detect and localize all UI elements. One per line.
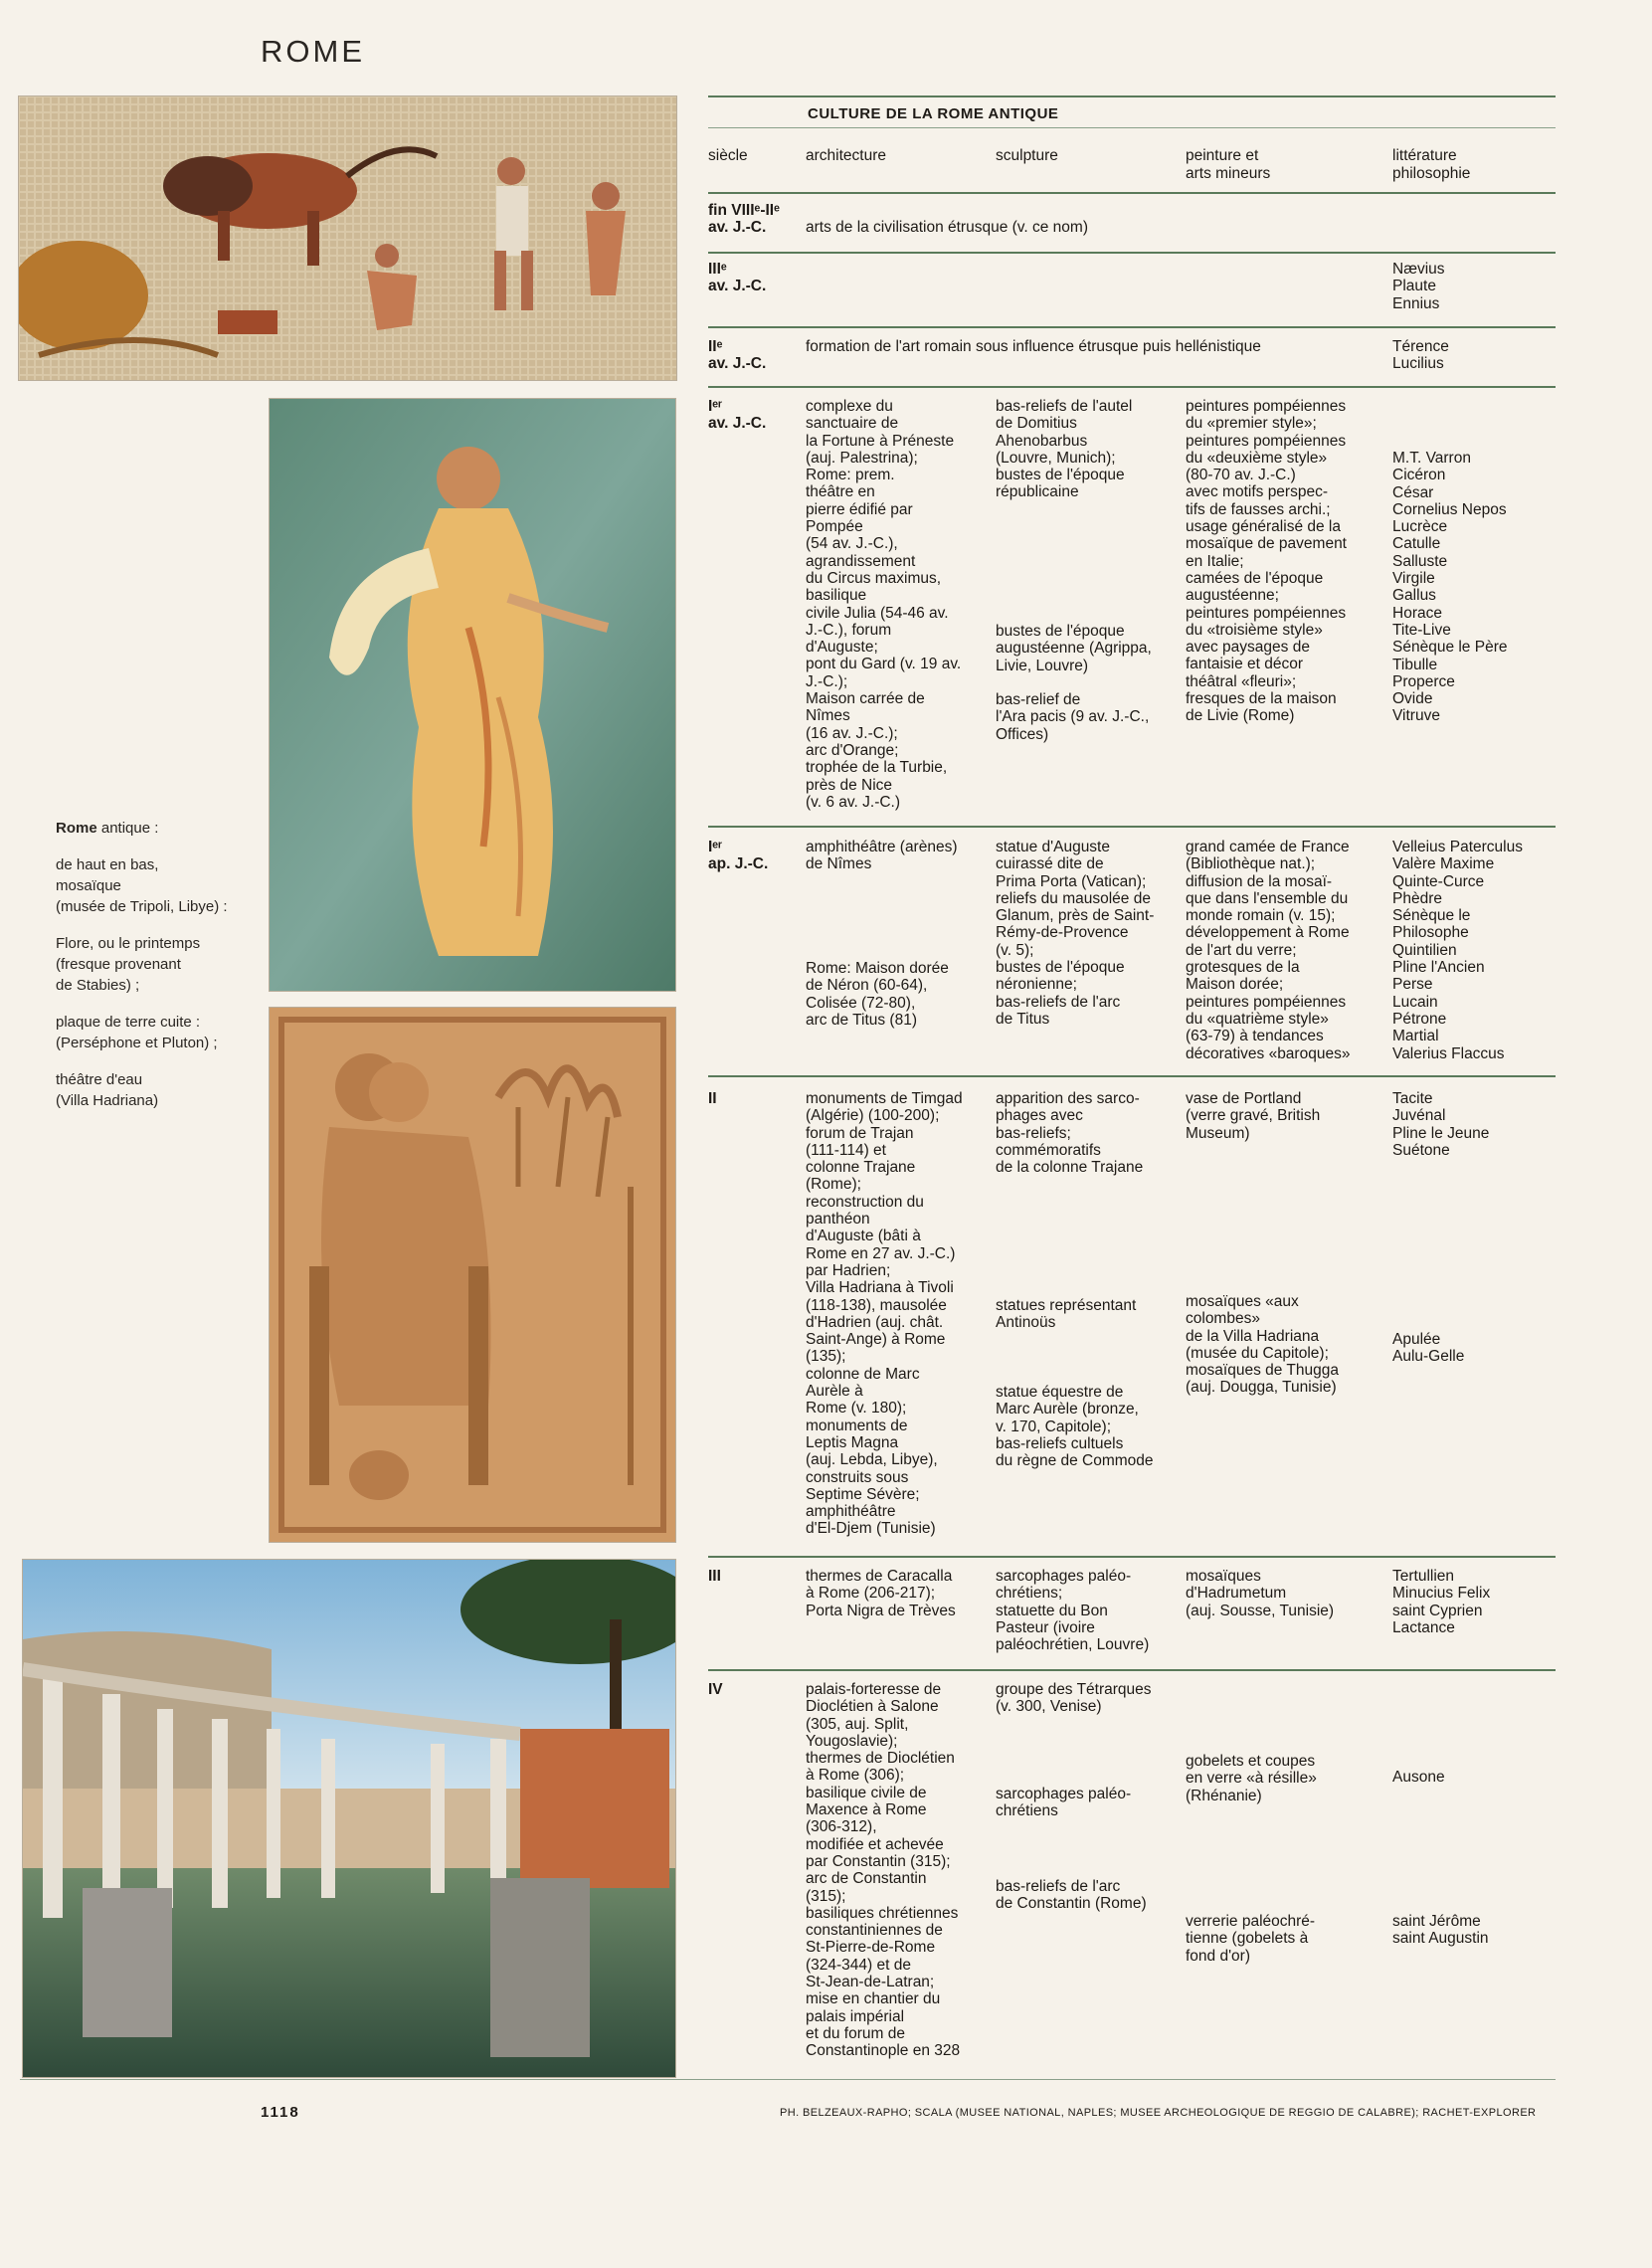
row-siecle: fin VIIIᵉ-IIᵉ av. J.-C. [708, 202, 780, 237]
row-litterature: Ausone [1392, 1769, 1445, 1786]
row-siecle: IV [708, 1681, 723, 1698]
row-sculpture: groupe des Tétrarques (v. 300, Venise) [996, 1681, 1152, 1716]
row-sculpture: statue équestre de Marc Aurèle (bronze, v. 170, Capitole); bas-reliefs cultuels du règne de Commode [996, 1384, 1154, 1470]
row-peinture: gobelets et coupes en verre «à résille» (Rhénanie) [1186, 1753, 1317, 1804]
row-litterature: Apulée Aulu-Gelle [1392, 1331, 1465, 1366]
row-litterature: Nævius Plaute Ennius [1392, 261, 1445, 312]
row-sculpture: bustes de l'époque augustéenne (Agrippa, Livie, Louvre) bas-relief de l'Ara pacis (9 av. J.-C., Offices) [996, 623, 1152, 743]
row-sculpture: bas-reliefs de l'arc de Constantin (Rome) [996, 1878, 1147, 1913]
row-peinture: grand camée de France (Bibliothèque nat.); diffusion de la mosaï- que dans l'ensemble du monde romain (v. 15); développement à Rome de l'art du verre; grotesques de la Maison dorée; peintures pompéiennes du «quatrième style» (63-79) à tendances décoratives «baroques» [1186, 839, 1351, 1062]
row-sculpture: sarcophages paléo- chrétiens; statuette du Bon Pasteur (ivoire paléochrétien, Louvre) [996, 1568, 1150, 1654]
col-header-litterature: littérature philosophie [1392, 147, 1471, 182]
row-architecture: amphithéâtre (arènes) de Nîmes [806, 839, 958, 873]
divider [708, 1669, 1556, 1671]
col-header-sculpture: sculpture [996, 147, 1058, 164]
row-architecture: monuments de Timgad (Algérie) (100-200); forum de Trajan (111-114) et colonne Trajane (Rome); reconstruction du panthéon d'Auguste (bâti à Rome en 27 av. J.-C.) par Hadrien; Villa Hadriana à Tivoli (118-138), mausolée d'Hadrien (auj. chât. Saint-Ange) à Rome (135); colonne de Marc Aurèle à Rome (v. 180); monuments de Leptis Magna (auj. Lebda, Libye), construits sous Septime Sévère; amphithéâtre d'El-Djem (Tunisie) [806, 1090, 963, 1538]
row-architecture: complexe du sanctuaire de la Fortune à Préneste (auj. Palestrina); Rome: prem. théâtre en pierre édifié par Pompée (54 av. J.-C.), agrandissement du Circus maximus, basilique civile Julia (54-46 av. J.-C.), forum d'Auguste; pont du Gard (v. 19 av. J.-C.); Maison carrée de Nîmes (16 av. J.-C.); arc d'Orange; trophée de la Turbie, près de Nice (v. 6 av. J.-C.) [806, 398, 962, 811]
caption-line: de haut en bas, [56, 856, 159, 873]
page-number: 1118 [261, 2104, 300, 2121]
caption-line: (musée de Tripoli, Libye) : [56, 898, 228, 915]
row-span-text: formation de l'art romain sous influence étrusque puis hellénistique [806, 338, 1261, 355]
divider [708, 1556, 1556, 1558]
image-caption [56, 818, 265, 1111]
col-header-architecture: architecture [806, 147, 886, 164]
divider [708, 826, 1556, 828]
caption-line: (fresque provenant [56, 956, 181, 973]
row-litterature: Tacite Juvénal Pline le Jeune Suétone [1392, 1090, 1490, 1159]
caption-line: théâtre d'eau [56, 1071, 143, 1088]
row-sculpture: bas-reliefs de l'autel de Domitius Ahenobarbus (Louvre, Munich); bustes de l'époque républicaine [996, 398, 1133, 501]
row-architecture: Rome: Maison dorée de Néron (60-64), Colisée (72-80), arc de Titus (81) [806, 960, 949, 1029]
row-litterature: Tertullien Minucius Felix saint Cyprien Lactance [1392, 1568, 1491, 1636]
caption-line: plaque de terre cuite : [56, 1014, 201, 1031]
row-architecture: thermes de Caracalla à Rome (206-217); Porta Nigra de Trèves [806, 1568, 956, 1619]
row-litterature: M.T. Varron Cicéron César Cornelius Nepos Lucrèce Catulle Salluste Virgile Gallus Horace Tite-Live Sénèque le Père Tibulle Properce Ovide Vitruve [1392, 450, 1508, 725]
caption-line: mosaïque [56, 877, 121, 894]
row-litterature: Térence Lucilius [1392, 338, 1449, 373]
col-header-siecle: siècle [708, 147, 748, 164]
footer-rule [20, 2079, 1556, 2080]
row-litterature: Velleius Paterculus Valère Maxime Quinte-Curce Phèdre Sénèque le Philosophe Quintilien Pline l'Ancien Perse Lucain Pétrone Martial Valerius Flaccus [1392, 839, 1523, 1062]
table-title: CULTURE DE LA ROME ANTIQUE [808, 105, 1059, 122]
row-peinture: peintures pompéiennes du «premier style»; peintures pompéiennes du «deuxième style» (80-70 av. J.-C.) avec motifs perspec- tifs de fausses archi.; usage généralisé de la mosaïque de pavement en Italie; camées de l'époque augustéenne; peintures pompéiennes du «troisième style» avec paysages de fantaisie et décor théâtral «fleuri»; fresques de la maison de Livie (Rome) [1186, 398, 1347, 725]
terracotta-relief-image [269, 1007, 676, 1543]
mosaic-image [18, 95, 677, 381]
flora-fresco-image [269, 398, 676, 992]
caption-line: (Perséphone et Pluton) ; [56, 1035, 218, 1051]
page-title: ROME [261, 34, 365, 69]
row-span-text: arts de la civilisation étrusque (v. ce nom) [806, 219, 1088, 236]
row-architecture: palais-forteresse de Dioclétien à Salone (305, auj. Split, Yougoslavie); thermes de Dioclétien à Rome (306); basilique civile de Maxence à Rome (306-312), modifiée et achevée par Constantin (315); arc de Constantin (315); basiliques chrétiennes constantiniennes de St-Pierre-de-Rome (324-344) et de St-Jean-de-Latran; mise en chantier du palais impérial et du forum de Constantinople en 328 [806, 1681, 961, 2060]
caption-title: Rome antique : [56, 820, 159, 837]
divider [708, 1075, 1556, 1077]
row-siecle: IIᵉ av. J.-C. [708, 338, 767, 373]
row-siecle: Iᵉʳ av. J.-C. [708, 398, 767, 433]
divider [708, 192, 1556, 194]
divider [708, 326, 1556, 328]
row-sculpture: statues représentant Antinoüs [996, 1297, 1137, 1332]
row-sculpture: statue d'Auguste cuirassé dite de Prima Porta (Vatican); reliefs du mausolée de Glanum, près de Saint- Rémy-de-Provence (v. 5); bustes de l'époque néronienne; bas-reliefs de l'arc de Titus [996, 839, 1155, 1028]
water-theatre-photo [22, 1559, 676, 2078]
row-peinture: vase de Portland (verre gravé, British Museum) [1186, 1090, 1321, 1142]
row-litterature: saint Jérôme saint Augustin [1392, 1913, 1489, 1948]
divider [708, 252, 1556, 254]
photo-credits: PH. BELZEAUX-RAPHO; SCALA (MUSEE NATIONAL, NAPLES; MUSEE ARCHEOLOGIQUE DE REGGIO DE CALABRE); RACHET-EXPLORER [780, 2107, 1537, 2119]
caption-line: de Stabies) ; [56, 977, 140, 994]
row-peinture: mosaïques «aux colombes» de la Villa Hadriana (musée du Capitole); mosaïques de Thugga (auj. Dougga, Tunisie) [1186, 1293, 1339, 1397]
row-siecle: III [708, 1568, 721, 1585]
col-header-peinture: peinture et arts mineurs [1186, 147, 1271, 182]
caption-line: (Villa Hadriana) [56, 1092, 159, 1109]
table-top-rule [708, 95, 1556, 97]
row-peinture: mosaïques d'Hadrumetum (auj. Sousse, Tunisie) [1186, 1568, 1335, 1619]
divider [708, 127, 1556, 128]
row-sculpture: apparition des sarco- phages avec bas-reliefs; commémoratifs de la colonne Trajane [996, 1090, 1144, 1177]
divider [708, 386, 1556, 388]
row-siecle: Iᵉʳ ap. J.-C. [708, 839, 769, 873]
row-siecle: II [708, 1090, 717, 1107]
row-siecle: IIIᵉ av. J.-C. [708, 261, 767, 295]
row-sculpture: sarcophages paléo- chrétiens [996, 1786, 1132, 1820]
caption-line: Flore, ou le printemps [56, 935, 201, 952]
row-peinture: verrerie paléochré- tienne (gobelets à fond d'or) [1186, 1913, 1316, 1965]
